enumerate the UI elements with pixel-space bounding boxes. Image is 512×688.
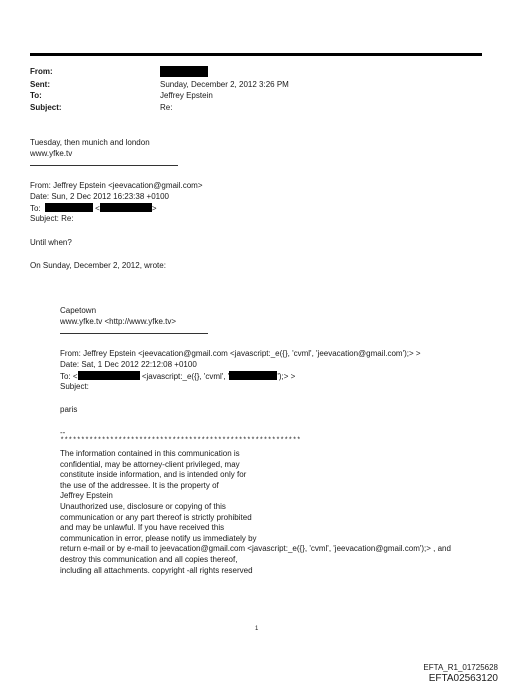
bates-stamp-1: EFTA_R1_01725628 — [423, 663, 498, 672]
header-top-rule — [30, 53, 482, 56]
quoted1-from: From: Jeffrey Epstein <jeevacation@gmail.com> — [30, 181, 203, 190]
disclaimer-line: including all attachments. copyright -all rights reserved — [60, 565, 253, 575]
from-redaction — [160, 66, 208, 77]
reply2-line2: www.yfke.tv <http://www.yfke.tv> — [60, 317, 177, 326]
signature-dashes: -- — [60, 428, 66, 437]
disclaimer-line: confidential, may be attorney-client privileged, may — [60, 459, 240, 469]
asterisk-divider: ********************************************************** — [60, 437, 301, 445]
page-number: 1 — [255, 626, 259, 632]
disclaimer-line: return e-mail or by e-mail to jeevacation@gmail.com <javascript:_e({}, 'cvml', 'jeevacation@gmail.com');> , and — [60, 544, 451, 554]
reply1-line1: Tuesday, then munich and london — [30, 138, 150, 147]
bates-stamp-2: EFTA02563120 — [428, 673, 498, 684]
quoted1-wrote: On Sunday, December 2, 2012, wrote: — [30, 261, 166, 270]
quoted1-to-prefix: To: — [30, 204, 41, 213]
quoted2-to — [60, 371, 295, 383]
quoted1-date: Date: Sun, 2 Dec 2012 16:23:38 +0100 — [30, 192, 169, 201]
disclaimer-line: Jeffrey Epstein — [60, 491, 113, 501]
disclaimer-line: communication or any part thereof is strictly prohibited — [60, 512, 252, 522]
disclaimer-line: destroy this communication and all copies thereof, — [60, 554, 238, 564]
to-label: To: — [30, 91, 42, 100]
disclaimer-line: and may be unlawful. If you have received this — [60, 523, 225, 533]
subject-label: Subject: — [30, 103, 62, 112]
reply2-line1: Capetown — [60, 306, 97, 315]
quoted2-date: Date: Sat, 1 Dec 2012 22:12:08 +0100 — [60, 360, 197, 369]
quoted2-from: From: Jeffrey Epstein <jeevacation@gmail.com <javascript:_e({}, 'cvml', 'jeevacation@gmail.com');> > — [60, 349, 421, 358]
subject-value: Re: — [160, 103, 173, 112]
sent-label: Sent: — [30, 80, 50, 89]
redaction — [78, 371, 140, 380]
disclaimer-line: communication in error, please notify us immediately by — [60, 533, 257, 543]
quoted2-to-end: ');> > — [277, 372, 296, 381]
quoted1-to-open: < — [95, 204, 100, 213]
disclaimer-block — [60, 449, 451, 576]
sent-value: Sunday, December 2, 2012 3:26 PM — [160, 80, 289, 89]
quoted2-to-prefix: To: < — [60, 372, 78, 381]
disclaimer-line: The information contained in this communication is — [60, 449, 240, 458]
disclaimer-line: constitute inside information, and is intended only for — [60, 470, 247, 480]
separator-2 — [60, 333, 208, 334]
quoted1-subject: Subject: Re: — [30, 214, 74, 223]
to-value: Jeffrey Epstein — [160, 91, 213, 100]
separator-1 — [30, 165, 178, 166]
quoted1-body: Until when? — [30, 238, 72, 247]
redaction — [100, 203, 152, 212]
quoted2-subject: Subject: — [60, 382, 89, 391]
redaction — [45, 203, 93, 212]
disclaimer-line: the use of the addressee. It is the property of — [60, 480, 219, 490]
quoted1-to — [30, 203, 156, 215]
reply1-line2: www.yfke.tv — [30, 149, 73, 158]
from-label: From: — [30, 67, 53, 76]
disclaimer-line: Unauthorized use, disclosure or copying of this — [60, 501, 226, 511]
redaction — [229, 371, 277, 380]
quoted2-body: paris — [60, 405, 78, 414]
quoted1-to-close: > — [151, 204, 157, 213]
quoted2-to-mid: <javascript:_e({}, 'cvml', ' — [141, 372, 230, 381]
